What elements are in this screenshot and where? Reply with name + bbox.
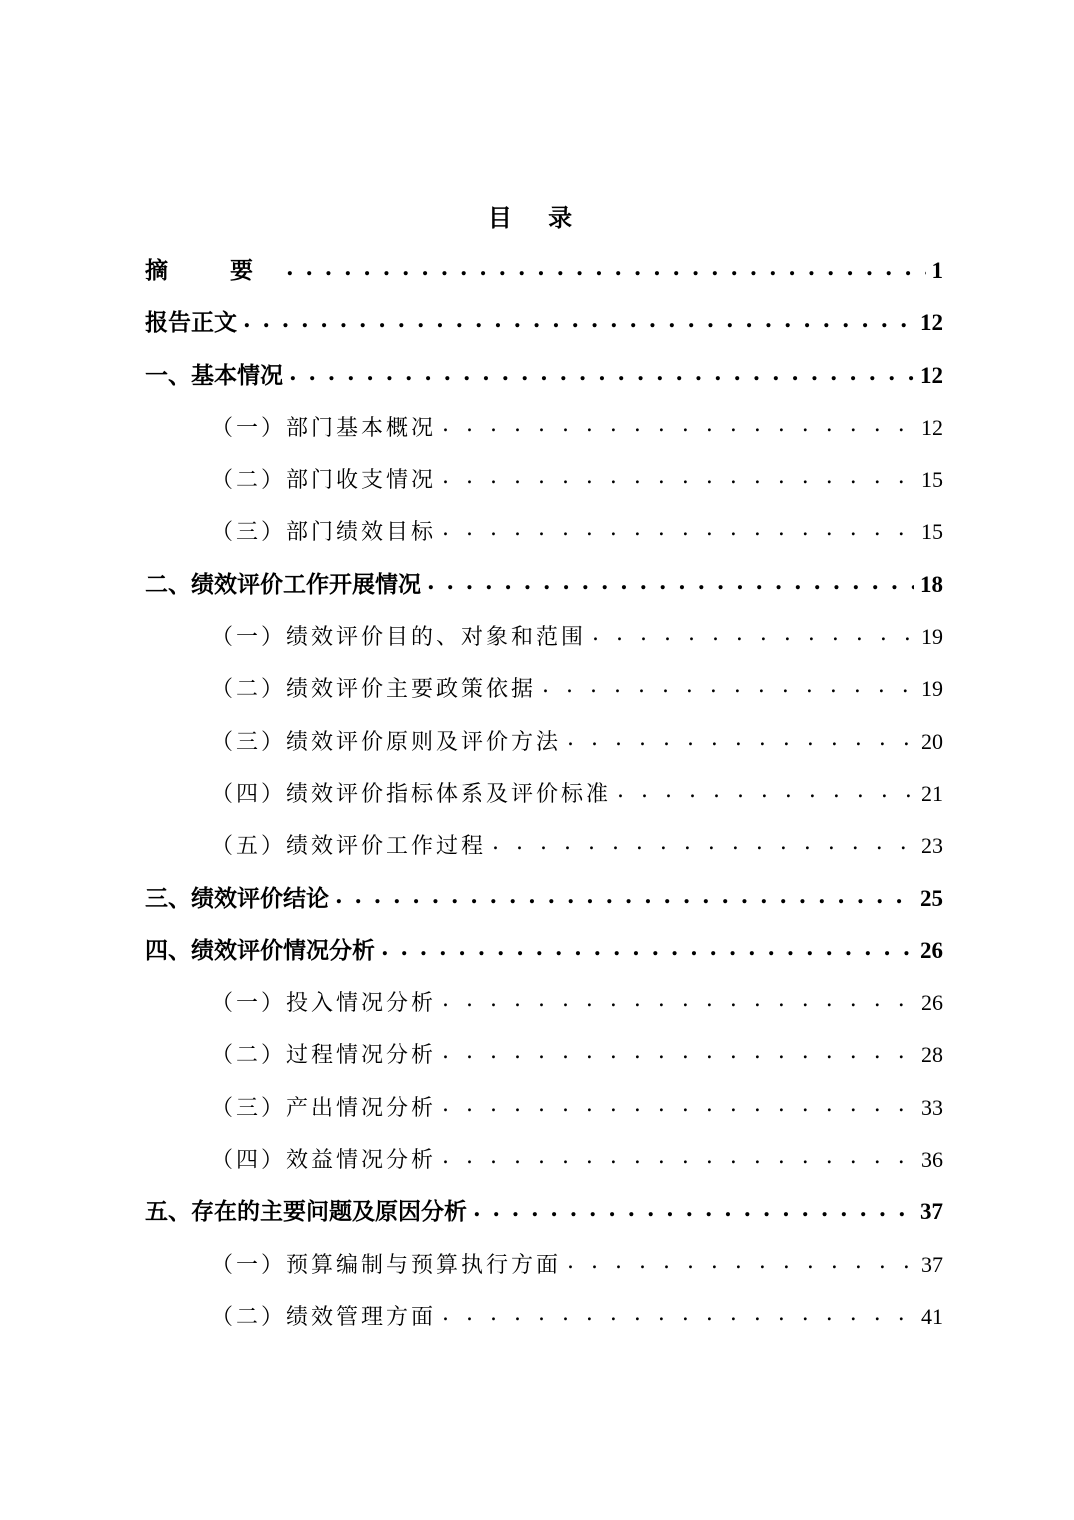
toc-dot-leader — [442, 1042, 915, 1062]
toc-entry-label: 一、基本情况 — [145, 361, 283, 389]
toc-page-number: 37 — [921, 1251, 943, 1277]
table-of-contents — [145, 248, 943, 1346]
toc-dot-leader — [335, 886, 914, 906]
toc-page-number: 37 — [920, 1199, 943, 1225]
toc-entry-label: （一）绩效评价目的、对象和范围 — [211, 625, 587, 651]
toc-subentry[interactable] — [145, 719, 943, 771]
toc-page-number: 33 — [921, 1094, 943, 1120]
toc-page-number: 15 — [921, 467, 943, 493]
toc-entry-label: （三）绩效评价原则及评价方法 — [211, 729, 562, 755]
toc-page-number: 21 — [921, 780, 943, 806]
toc-entry-label: （二）绩效管理方面 — [211, 1304, 437, 1330]
toc-page-number: 1 — [931, 258, 943, 283]
toc-page-number: 23 — [921, 833, 943, 859]
toc-dot-leader — [286, 258, 925, 278]
toc-dot-leader — [567, 729, 915, 749]
toc-dot-leader — [243, 310, 914, 330]
toc-page-number: 18 — [920, 571, 943, 597]
toc-entry-label: 报告正文 — [145, 309, 237, 337]
toc-entry[interactable] — [145, 1189, 943, 1241]
toc-subentry[interactable] — [145, 405, 943, 457]
toc-subentry[interactable] — [145, 1032, 943, 1084]
toc-dot-leader — [617, 781, 915, 801]
toc-entry-label: （五）绩效评价工作过程 — [211, 834, 487, 860]
toc-dot-leader — [473, 1199, 914, 1219]
toc-subentry[interactable] — [145, 1242, 943, 1294]
toc-entry-label: 二、绩效评价工作开展情况 — [145, 570, 421, 598]
toc-subentry[interactable] — [145, 509, 943, 561]
toc-entry-label: 四、绩效评价情况分析 — [145, 936, 375, 964]
toc-subentry[interactable] — [145, 614, 943, 666]
toc-subentry[interactable] — [145, 1294, 943, 1346]
page-title: 目 录 — [487, 203, 587, 232]
toc-entry-label: （一）部门基本概况 — [211, 415, 437, 441]
toc-subentry[interactable] — [145, 771, 943, 823]
toc-entry-label: 五、存在的主要问题及原因分析 — [145, 1198, 467, 1226]
toc-entry[interactable] — [145, 248, 943, 300]
toc-entry-label: （二）过程情况分析 — [211, 1043, 437, 1069]
toc-entry[interactable] — [145, 928, 943, 980]
toc-dot-leader — [542, 676, 915, 696]
toc-page-number: 20 — [921, 728, 943, 754]
toc-subentry[interactable] — [145, 457, 943, 509]
toc-page-number: 41 — [921, 1303, 943, 1329]
toc-dot-leader — [442, 1147, 915, 1167]
toc-page-number: 12 — [920, 310, 943, 336]
toc-dot-leader — [442, 1304, 915, 1324]
toc-entry-label: （三）产出情况分析 — [211, 1095, 437, 1121]
toc-subentry[interactable] — [145, 823, 943, 875]
toc-page-number: 12 — [920, 362, 943, 388]
toc-dot-leader — [592, 624, 915, 644]
toc-entry[interactable] — [145, 353, 943, 405]
toc-entry-label: 三、绩效评价结论 — [145, 884, 329, 912]
toc-page-number: 19 — [921, 624, 943, 650]
toc-entry[interactable] — [145, 562, 943, 614]
toc-dot-leader — [442, 467, 915, 487]
toc-dot-leader — [492, 833, 915, 853]
toc-page-number: 12 — [921, 414, 943, 440]
toc-dot-leader — [381, 938, 914, 958]
toc-page-number: 36 — [921, 1147, 943, 1173]
toc-dot-leader — [289, 363, 914, 383]
toc-entry-label: 摘 要 — [145, 257, 281, 284]
toc-page-number: 25 — [920, 885, 943, 911]
toc-dot-leader — [442, 519, 915, 539]
toc-page-number: 15 — [921, 519, 943, 545]
toc-page-number: 26 — [921, 990, 943, 1016]
toc-page-number: 19 — [921, 676, 943, 702]
toc-entry[interactable] — [145, 876, 943, 928]
toc-entry-label: （一）预算编制与预算执行方面 — [211, 1252, 562, 1278]
toc-dot-leader — [442, 990, 915, 1010]
toc-entry-label: （一）投入情况分析 — [211, 991, 437, 1017]
toc-dot-leader — [427, 572, 914, 592]
toc-entry-label: （二）部门收支情况 — [211, 468, 437, 494]
toc-subentry[interactable] — [145, 980, 943, 1032]
toc-subentry[interactable] — [145, 666, 943, 718]
toc-subentry[interactable] — [145, 1137, 943, 1189]
toc-entry-label: （四）效益情况分析 — [211, 1148, 437, 1174]
toc-entry-label: （二）绩效评价主要政策依据 — [211, 677, 537, 703]
toc-entry-label: （四）绩效评价指标体系及评价标准 — [211, 781, 612, 807]
toc-dot-leader — [567, 1252, 915, 1272]
toc-dot-leader — [442, 415, 915, 435]
toc-entry-label: （三）部门绩效目标 — [211, 520, 437, 546]
toc-page-number: 28 — [921, 1042, 943, 1068]
toc-page-number: 26 — [920, 937, 943, 963]
toc-subentry[interactable] — [145, 1085, 943, 1137]
toc-entry[interactable] — [145, 300, 943, 352]
toc-dot-leader — [442, 1095, 915, 1115]
